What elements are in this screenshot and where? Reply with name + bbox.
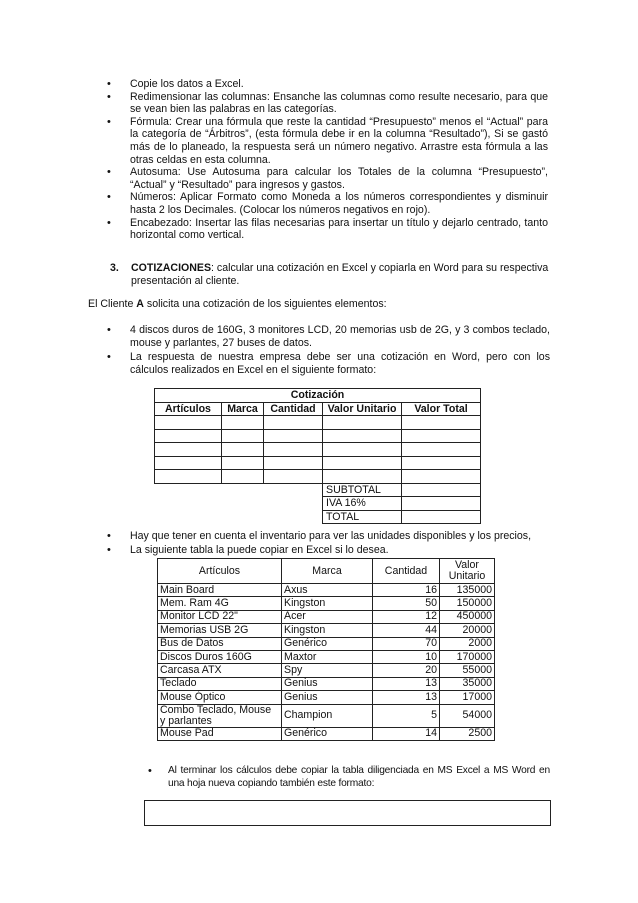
client-paragraph: El Cliente A solicita una cotización de los siguientes elementos:	[88, 298, 387, 310]
note-item: • La siguiente tabla la puede copiar en Excel si lo desea.	[107, 543, 389, 556]
inventory-cell: 13	[373, 677, 440, 690]
inventory-cell: Memorias USB 2G	[158, 624, 282, 637]
inventory-cell: Genérico	[282, 637, 373, 650]
inventory-cell: 16	[373, 584, 440, 597]
inventory-col-header: Artículos	[158, 559, 282, 584]
inventory-cell: 54000	[440, 704, 495, 727]
inventory-row	[158, 691, 495, 704]
inventory-cell: 135000	[440, 584, 495, 597]
inventory-row	[158, 664, 495, 677]
bullet-icon: •	[107, 166, 111, 179]
inventory-row	[158, 727, 495, 740]
inventory-cell: 35000	[440, 677, 495, 690]
bullet-icon: •	[107, 78, 111, 90]
requirements-list	[107, 324, 550, 378]
inventory-cell: Teclado	[158, 677, 282, 690]
note-item: • Hay que tener en cuenta el inventario para ver las unidades disponibles y los precios,	[107, 530, 532, 542]
bullet-icon: •	[107, 543, 111, 556]
inventory-cell: Combo Teclado, Mouse y parlantes	[158, 704, 282, 727]
section-cotizaciones	[110, 262, 550, 288]
final-note-list	[148, 765, 550, 790]
inventory-cell: 70	[373, 637, 440, 650]
requirement-item: • La respuesta de nuestra empresa debe ser una cotización en Word, pero con los cálculos realizados en Excel en el siguiente formato:	[107, 351, 550, 376]
inventory-cell: Maxtor	[282, 650, 373, 663]
inventory-cell: 170000	[440, 650, 495, 663]
instruction-item: • Redimensionar las columnas: Ensanche las columnas como resulte necesario, para que se vean bien las palabras en las categorías.	[107, 90, 548, 116]
instruction-item: • Copie los datos a Excel.	[107, 78, 244, 90]
quote-empty-row	[155, 456, 481, 470]
notes-list	[107, 530, 560, 557]
inventory-cell: Axus	[282, 584, 373, 597]
inventory-cell: 50	[373, 597, 440, 610]
inventory-cell: Acer	[282, 610, 373, 623]
section-title: COTIZACIONES	[131, 262, 212, 274]
inventory-cell: Kingston	[282, 624, 373, 637]
quote-title: Cotización	[155, 389, 481, 403]
inventory-cell: 44	[373, 624, 440, 637]
quote-col-header: Valor Total	[402, 402, 481, 416]
inventory-cell: 10	[373, 650, 440, 663]
inventory-cell: Kingston	[282, 597, 373, 610]
quote-empty-row	[155, 429, 481, 443]
quote-empty-row	[155, 416, 481, 430]
quote-summary-row	[155, 483, 481, 497]
client-name: A	[136, 298, 144, 310]
inventory-row	[158, 584, 495, 597]
inventory-cell: Genius	[282, 677, 373, 690]
inventory-cell: 5	[373, 704, 440, 727]
inventory-cell: Discos Duros 160G	[158, 650, 282, 663]
inventory-row	[158, 610, 495, 623]
inventory-cell: Bus de Datos	[158, 637, 282, 650]
inventory-cell: Genius	[282, 691, 373, 704]
subtotal-label: SUBTOTAL	[323, 483, 402, 497]
inventory-cell: Monitor LCD 22"	[158, 610, 282, 623]
inventory-cell: Genérico	[282, 727, 373, 740]
instruction-item: • Números: Aplicar Formato como Moneda a los números correspondientes y disminuir hasta 2 los Decimales. (Colocar los números negativos en rojo).	[107, 191, 548, 216]
inventory-cell: 12	[373, 610, 440, 623]
bullet-icon: •	[107, 216, 111, 229]
bullet-icon: •	[107, 191, 111, 204]
inventory-cell: 55000	[440, 664, 495, 677]
instruction-item: • Fórmula: Crear una fórmula que reste la cantidad “Presupuesto” menos el “Actual” para la categoría de “Árbitros”, (esta fórmula debe ir en la columna “Resultado”), Si se gastó más de lo planeado, la respuesta será un número negativo. Arrastre esta fórmula a las otras celdas en esta columna.	[107, 115, 548, 166]
inventory-cell: Champion	[282, 704, 373, 727]
inventory-row	[158, 624, 495, 637]
inventory-cell: Spy	[282, 664, 373, 677]
inventory-cell: 20000	[440, 624, 495, 637]
inventory-cell: 14	[373, 727, 440, 740]
quote-empty-row	[155, 443, 481, 457]
inventory-cell: Mouse Pad	[158, 727, 282, 740]
inventory-col-header: Cantidad	[373, 559, 440, 584]
inventory-cell: 2000	[440, 637, 495, 650]
inventory-row	[158, 704, 495, 727]
quote-summary-row	[155, 510, 481, 524]
quote-summary-row	[155, 497, 481, 511]
quote-col-header: Valor Unitario	[323, 402, 402, 416]
bullet-icon: •	[148, 765, 152, 777]
iva-label: IVA 16%	[323, 497, 402, 511]
bullet-icon: •	[107, 324, 111, 336]
inventory-table	[157, 558, 495, 741]
final-note-item: • Al terminar los cálculos debe copiar la tabla diligenciada en MS Excel a MS Word en una hoja nueva copiando también este formato:	[148, 765, 550, 789]
bullet-icon: •	[107, 115, 111, 128]
inventory-cell: 20	[373, 664, 440, 677]
inventory-cell: 450000	[440, 610, 495, 623]
inventory-row	[158, 597, 495, 610]
quote-col-header: Marca	[222, 402, 264, 416]
section-text: : calcular una cotización en Excel y copiarla en Word para su respectiva presentación al cliente.	[131, 262, 549, 287]
inventory-row	[158, 650, 495, 663]
instruction-item: • Autosuma: Use Autosuma para calcular los Totales de la columna “Presupuesto”, “Actual” y “Resultado” para ingresos y gastos.	[107, 166, 548, 191]
inventory-row	[158, 637, 495, 650]
requirement-item: • 4 discos duros de 160G, 3 monitores LCD, 20 memorias usb de 2G, y 3 combos teclado, mouse y parlantes, 27 buses de datos.	[107, 324, 550, 349]
inventory-cell: Mem. Ram 4G	[158, 597, 282, 610]
bullet-icon: •	[107, 530, 111, 542]
section-body	[131, 262, 550, 288]
quote-col-header: Artículos	[155, 402, 222, 416]
inventory-cell: Mouse Óptico	[158, 691, 282, 704]
inventory-cell: 17000	[440, 691, 495, 704]
instructions-list	[107, 78, 548, 242]
bullet-icon: •	[107, 351, 111, 364]
inventory-cell: Main Board	[158, 584, 282, 597]
total-label: TOTAL	[323, 510, 402, 524]
inventory-col-header: Marca	[282, 559, 373, 584]
inventory-row	[158, 677, 495, 690]
section-number: 3.	[110, 262, 119, 274]
inventory-cell: 2500	[440, 727, 495, 740]
format-box	[144, 800, 551, 826]
quote-col-header: Cantidad	[264, 402, 323, 416]
quote-empty-row	[155, 470, 481, 484]
bullet-icon: •	[107, 90, 111, 103]
inventory-cell: 150000	[440, 597, 495, 610]
quote-table	[154, 388, 481, 524]
inventory-cell: 13	[373, 691, 440, 704]
inventory-cell: Carcasa ATX	[158, 664, 282, 677]
inventory-col-header: Valor Unitario	[440, 559, 495, 584]
instruction-item: • Encabezado: Insertar las filas necesarias para insertar un título y dejarlo centrado, tanto horizontal como vertical.	[107, 216, 548, 242]
